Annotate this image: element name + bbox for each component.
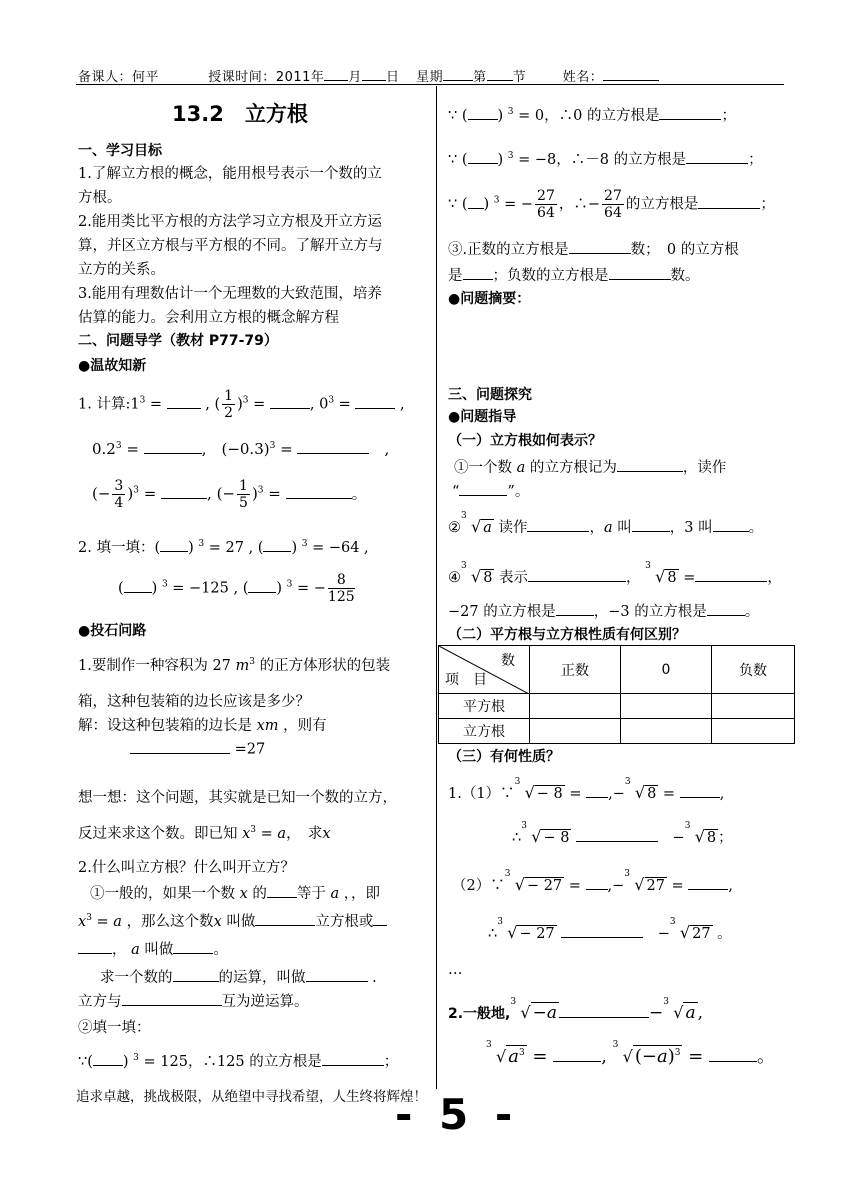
cbrt-27: 3 √ 27 bbox=[624, 869, 665, 894]
year-unit: 年 bbox=[310, 70, 325, 85]
def-3a: 叫做 bbox=[144, 942, 174, 958]
r1-b: ) bbox=[497, 152, 504, 168]
general-blank-2[interactable] bbox=[553, 1043, 601, 1062]
f125-c: = 125，∴125 的立方根是 bbox=[143, 1054, 322, 1070]
r2-c: = − bbox=[504, 196, 534, 213]
footer-motto: 追求卓越，挑战极限，从绝望中寻找希望，人生终将辉煌！ bbox=[76, 1089, 427, 1105]
q2-line: ② 3 √ a 读作 ，a 叫 ，3 叫 。 bbox=[448, 511, 764, 536]
q4-a: 表示 bbox=[499, 570, 529, 586]
general-line-1: 2.一般地, 3 √ −a − 3 √ a , bbox=[448, 997, 703, 1023]
problem-1c bbox=[78, 714, 327, 735]
q2-d: ，3 叫 bbox=[669, 520, 713, 536]
op-line-1: 求一个数的 的运算，叫做 . bbox=[100, 966, 377, 987]
cbrt-neg8-b: 3 √ − 8 bbox=[521, 821, 570, 846]
table-cell[interactable] bbox=[621, 694, 712, 719]
calc-row-2: $0.2^3$ = , $(-0.3)^3$ = , bbox=[92, 440, 390, 458]
goal-2c: 立方的关系。 bbox=[78, 262, 165, 278]
cbrt-a: 3 √ a bbox=[461, 511, 492, 536]
frac-three-quarters: $\frac{3}{4}$ bbox=[114, 478, 124, 511]
q5-c: 。 bbox=[744, 604, 760, 620]
goal-2a: 2.能用类比平方根的方法学习立方根及开立方运 bbox=[78, 214, 382, 230]
def-blank-2[interactable] bbox=[255, 911, 315, 927]
r4-c: 数。 bbox=[670, 268, 700, 284]
r1-a: ∵ ( bbox=[448, 152, 468, 168]
def-line-1: ①一般的，如果一个数 x 的 等于 a ，，即 bbox=[90, 882, 380, 903]
cbrt-8-b: 3 √ 8 bbox=[645, 561, 677, 586]
table-cell[interactable] bbox=[712, 719, 795, 744]
f125-b: ) bbox=[122, 1054, 129, 1070]
f125-a: ∵( bbox=[78, 1054, 93, 1070]
r0-b: ) bbox=[497, 108, 504, 124]
q7-heading: （三）有何性质？ bbox=[448, 749, 560, 765]
general-blank-3[interactable] bbox=[709, 1043, 757, 1062]
calc-blank-6[interactable] bbox=[161, 483, 207, 499]
prop-1-blank-3[interactable] bbox=[576, 827, 658, 843]
prop-2-blank-2[interactable] bbox=[688, 875, 728, 891]
op-2b: 互为逆运算。 bbox=[221, 994, 309, 1010]
goal-2b: 算，并区立方根与平方根的不同。了解开立方与 bbox=[78, 238, 383, 254]
q5-line bbox=[448, 600, 759, 621]
def-2b: 叫做 bbox=[226, 914, 256, 930]
think-1: 想一想：这个问题，其实就是已知一个数的立方， bbox=[78, 790, 397, 806]
month-unit: 月 bbox=[348, 70, 362, 85]
calc-blank-5[interactable] bbox=[297, 438, 369, 454]
q4-line: ④ 3 √ 8 表示 ， 3 √ 8 = ， bbox=[448, 561, 782, 586]
calc-label: 1. 计算: bbox=[78, 396, 131, 413]
fill-blank-1[interactable] bbox=[160, 537, 188, 553]
q2-c: 叫 bbox=[617, 520, 632, 536]
preparer: 备课人：何平 bbox=[78, 70, 160, 85]
q1-blank-2[interactable] bbox=[459, 481, 507, 497]
fill-2-label: ②填一填： bbox=[78, 1020, 151, 1036]
r1-blank-1[interactable] bbox=[468, 149, 498, 165]
column-divider bbox=[436, 86, 437, 1089]
guide-heading: ●问题指导 bbox=[448, 409, 517, 425]
general-line-2: 3 √ $a^3$ = , 3 √ $(-a)^3$ = 。 bbox=[486, 1040, 775, 1067]
prop-2-blank-3[interactable] bbox=[561, 923, 643, 939]
cbrt-27-b: 3 √ 27 bbox=[669, 917, 711, 942]
goal-1a: 1.了解立方根的概念，能用根号表示一个数的立 bbox=[78, 166, 382, 182]
op-1b: 的运算，叫做 bbox=[218, 970, 306, 986]
problem-1d bbox=[130, 738, 265, 758]
calc-blank-2[interactable] bbox=[270, 393, 310, 409]
right-line-2: ∵ ( ) $^3$ = − $\frac{27}{64}$ ，∴− $\frac{27}{64}$ 的立方根是 ； bbox=[448, 188, 775, 221]
header-rule bbox=[76, 84, 784, 85]
def-blank-4[interactable] bbox=[78, 939, 112, 955]
q1-heading: （一）立方根如何表示？ bbox=[448, 433, 602, 449]
fill-row-1: 2. 填一填：( ) $^3$ = 27 , ( ) $^3$ = −64 , bbox=[78, 536, 369, 557]
cbrt-neg-a: 3 √ −a bbox=[510, 997, 557, 1023]
right-line-3 bbox=[448, 238, 739, 259]
def-1c: 等于 bbox=[296, 886, 326, 902]
general-blank-1[interactable] bbox=[559, 1000, 649, 1018]
op-blank-1[interactable] bbox=[173, 967, 219, 983]
goal-1b: 方根。 bbox=[78, 190, 122, 206]
review-heading: ●温故知新 bbox=[78, 358, 147, 374]
def-2a: ，那么这个数 bbox=[126, 914, 214, 930]
q1-blank-1[interactable] bbox=[617, 457, 683, 473]
def-blank-5[interactable] bbox=[173, 939, 213, 955]
table-header-neg: 负数 bbox=[712, 646, 795, 694]
problem-1a: 1.要制作一种容积为 27 $m^3$ 的正方体形状的包装 bbox=[78, 657, 391, 674]
var-xm: xm bbox=[256, 718, 279, 734]
table-corner-cell bbox=[439, 646, 530, 694]
op-2a: 立方与 bbox=[78, 994, 122, 1010]
def-blank-3[interactable] bbox=[373, 911, 387, 927]
table-row-square: 平方根 bbox=[439, 694, 530, 719]
table-cell[interactable] bbox=[621, 719, 712, 744]
section-guide: 二、问题导学（教材 P77-79） bbox=[78, 333, 278, 349]
f125-blank-1[interactable] bbox=[93, 1051, 123, 1067]
prop-1-label: 1.（1）∵ bbox=[448, 786, 515, 802]
frac-27-64-a: $\frac{27}{64}$ bbox=[537, 188, 555, 221]
period-pre: 第 bbox=[473, 70, 487, 85]
r2-blank-1[interactable] bbox=[468, 193, 484, 209]
cbrt-neg27-b: 3 √ − 27 bbox=[497, 917, 555, 942]
frac-half: $\frac{1}{2}$ bbox=[224, 388, 234, 421]
cbrt-a-b: 3 √ a bbox=[663, 997, 696, 1023]
time-label: 授课时间： bbox=[208, 70, 276, 85]
q4-blank-2[interactable] bbox=[695, 567, 767, 583]
r0-a: ∵ ( bbox=[448, 108, 468, 124]
prop-1-blank-2[interactable] bbox=[680, 783, 720, 799]
q1-e: ”。 bbox=[507, 484, 530, 500]
var-x-1: x bbox=[322, 826, 331, 842]
cbrt-neg-a-cubed: 3 √ $(-a)^3$ bbox=[612, 1040, 681, 1067]
table-header-pos: 正数 bbox=[530, 646, 621, 694]
cbrt-8-d: 3 √ 8 bbox=[684, 821, 717, 846]
frac-8-125: $\frac{8}{125}$ bbox=[327, 572, 355, 605]
op-blank-2[interactable] bbox=[306, 967, 368, 983]
cbrt-a-cubed: 3 √ $a^3$ bbox=[486, 1040, 525, 1067]
table-cell[interactable] bbox=[530, 694, 621, 719]
def-1a: ①一般的，如果一个数 bbox=[90, 886, 235, 902]
section-explore: 三、问题探究 bbox=[448, 387, 532, 403]
q6-heading: （二）平方根与立方根性质有何区别？ bbox=[448, 627, 686, 643]
name-label: 姓名： bbox=[562, 70, 604, 85]
problem-1c-text2: ，则有 bbox=[283, 718, 327, 734]
unit-m: m bbox=[235, 658, 250, 674]
r2-e: 的立方根是 bbox=[625, 196, 699, 213]
r1-c: = −8，∴－8 的立方根是 bbox=[518, 152, 687, 168]
table-header-shu: 数 bbox=[501, 653, 515, 669]
header-line bbox=[78, 66, 659, 85]
fill-label: 2. 填一填： bbox=[78, 540, 155, 556]
op-line-2 bbox=[78, 990, 309, 1011]
fill-blank-3[interactable] bbox=[124, 577, 152, 593]
r1-blank-2[interactable] bbox=[686, 149, 748, 165]
cbrt-neg27: 3 √ − 27 bbox=[504, 869, 563, 894]
r3-b: 数； 0 的立方根 bbox=[630, 242, 739, 258]
eq-27: =27 bbox=[234, 741, 266, 758]
r3-blank-1[interactable] bbox=[569, 239, 631, 255]
section-goals: 一、学习目标 bbox=[78, 143, 162, 159]
period-unit: 节 bbox=[512, 70, 527, 85]
summary-heading: ●问题摘要： bbox=[448, 291, 531, 307]
calc-blank-4[interactable] bbox=[144, 438, 202, 454]
calc-blank-3[interactable] bbox=[355, 393, 395, 409]
frac-one-fifth: $\frac{1}{5}$ bbox=[239, 478, 248, 511]
q1-line-a: ①一个数 a 的立方根记为 ，读作 bbox=[454, 456, 726, 477]
q5-a: −27 的立方根是 bbox=[448, 604, 556, 620]
r4-blank-1[interactable] bbox=[463, 265, 493, 281]
q4-blank-1[interactable] bbox=[528, 567, 626, 583]
goal-3a: 3.能用有理数估计一个无理数的大致范围，培养 bbox=[78, 286, 382, 302]
ellipsis: … bbox=[448, 962, 463, 978]
problem-1c-text: 解：设这种包装箱的边长是 bbox=[78, 718, 252, 734]
calc-blank-1[interactable] bbox=[167, 393, 201, 409]
right-line-0: ∵ ( ) $^3$ = 0，∴0 的立方根是 ； bbox=[448, 104, 736, 125]
r0-c: = 0，∴0 的立方根是 bbox=[518, 108, 660, 124]
r4-a: 是 bbox=[448, 268, 463, 284]
q5-blank-1[interactable] bbox=[556, 601, 594, 617]
f125-blank-2[interactable] bbox=[322, 1051, 384, 1067]
fill-blank-2[interactable] bbox=[263, 537, 291, 553]
q4-d: ， bbox=[767, 570, 782, 586]
prop-1-line-b: ∴ 3 √ − 8 − 3 √ 8 ； bbox=[512, 821, 733, 846]
comparison-table bbox=[438, 645, 795, 744]
f125-d: ； bbox=[383, 1054, 399, 1070]
weekday-blank[interactable] bbox=[443, 67, 473, 81]
r2-blank-2[interactable] bbox=[698, 193, 760, 209]
r0-blank-1[interactable] bbox=[468, 105, 498, 121]
q2-blank-2[interactable] bbox=[632, 517, 670, 533]
problem-2: 2.什么叫立方根？什么叫开立方？ bbox=[78, 860, 295, 876]
q1-d: “ bbox=[452, 484, 460, 500]
var-a-1: a bbox=[277, 826, 287, 842]
r2-d: ，∴− bbox=[558, 196, 601, 213]
q1-c: ，读作 bbox=[682, 460, 727, 476]
prop-2-line-b: ∴ 3 √ − 27 − 3 √ 27 。 bbox=[488, 917, 732, 942]
fill-125-line: ∵( ) $^3$ = 125，∴125 的立方根是 ； bbox=[78, 1050, 398, 1071]
fill-blank-4[interactable] bbox=[248, 577, 276, 593]
def-1b: 的 bbox=[252, 886, 267, 902]
page-number: - 5 - bbox=[395, 1090, 519, 1139]
def-line-3: ， a 叫做 。 bbox=[78, 938, 228, 959]
equation-blank[interactable] bbox=[130, 738, 230, 754]
q5-blank-2[interactable] bbox=[707, 601, 745, 617]
problem-1b: 箱，这种包装箱的边长应该是多少？ bbox=[78, 694, 310, 710]
calc-row-3: (− $\frac{3}{4}$ )$^3$ = , (− $\frac{1}{5}$ )$^3$ = 。 bbox=[92, 478, 367, 511]
explore-heading: ●投石问路 bbox=[78, 623, 147, 639]
fill-row-2: ( ) $^3$ = −125 , ( ) $^3$ = − $\frac{8}{125}$ bbox=[118, 572, 355, 605]
table-row-cube: 立方根 bbox=[439, 719, 530, 744]
cbrt-8-a: 3 √ 8 bbox=[461, 561, 493, 586]
weekday-label: 星期 bbox=[416, 70, 444, 85]
q1-a: ①一个数 bbox=[454, 460, 512, 476]
r3-a: ③.正数的立方根是 bbox=[448, 242, 569, 258]
name-blank[interactable] bbox=[603, 67, 659, 81]
think-2-text2: 求 bbox=[307, 826, 323, 842]
problem-1a-text2: 的正方体形状的包装 bbox=[259, 658, 391, 674]
general-label: 2.一般地, bbox=[448, 1006, 511, 1022]
q2-e: 。 bbox=[748, 520, 764, 536]
page-title: 13.2 立方根 bbox=[172, 102, 308, 126]
table-cell[interactable] bbox=[530, 719, 621, 744]
q2-b: ， bbox=[589, 520, 604, 536]
goal-3b: 估算的能力。会利用立方根的概念解方程 bbox=[78, 310, 339, 326]
r4-b: ；负数的立方根是 bbox=[492, 268, 609, 284]
q4-b: ， bbox=[626, 570, 641, 586]
day-blank[interactable] bbox=[362, 67, 386, 81]
calc-row-1: 1. 计算$:1^3$ = , ( $\frac{1}{2}$ )$^3$ = , $0^3$ = , bbox=[78, 388, 405, 421]
op-1a: 求一个数的 bbox=[100, 970, 173, 986]
q2-blank-1[interactable] bbox=[527, 517, 589, 533]
def-2c: 立方根或 bbox=[315, 914, 374, 930]
q5-b: ，−3 的立方根是 bbox=[593, 604, 707, 620]
think-2-text: 反过来求这个数。即已知 bbox=[78, 826, 238, 842]
q1-b: 的立方根记为 bbox=[529, 460, 617, 476]
problem-1a-text: 1.要制作一种容积为 27 bbox=[78, 658, 231, 674]
right-line-4 bbox=[448, 264, 700, 285]
prop-1-blank-1[interactable] bbox=[586, 783, 608, 799]
prop-2-label: （2）∵ bbox=[452, 878, 505, 894]
def-1d: ，即 bbox=[351, 886, 381, 902]
def-line-2: $x^3 = a$ ，那么这个数x 叫做 立方根或 bbox=[78, 910, 387, 931]
q2-a: 读作 bbox=[498, 520, 528, 536]
prop-2-line-a: （2）∵ 3 √ − 27 = ,− 3 √ 27 = , bbox=[452, 869, 733, 894]
therefore-1: ∴ bbox=[512, 830, 522, 846]
q2-blank-3[interactable] bbox=[713, 517, 749, 533]
op-blank-3[interactable] bbox=[122, 991, 222, 1007]
table-header-zero: 0 bbox=[621, 646, 712, 694]
prop-1-line-a: 1.（1）∵ 3 √ − 8 = ,− 3 √ 8 = , bbox=[448, 777, 725, 802]
think-2: 反过来求这个数。即已知 $x^3 = a$， 求x bbox=[78, 825, 331, 842]
day-unit: 日 bbox=[385, 70, 400, 85]
right-line-1: ∵ ( ) $^3$ = −8，∴－8 的立方根是 ； bbox=[448, 148, 763, 169]
cbrt-8-c: 3 √ 8 bbox=[624, 777, 657, 802]
r4-blank-2[interactable] bbox=[609, 265, 671, 281]
prop-2-blank-1[interactable] bbox=[586, 875, 608, 891]
q4-c: = bbox=[683, 570, 696, 586]
def-blank-1[interactable] bbox=[267, 883, 297, 899]
table-cell[interactable] bbox=[712, 694, 795, 719]
q1-line-b bbox=[452, 480, 529, 501]
calc-blank-7[interactable] bbox=[286, 483, 352, 499]
month-blank[interactable] bbox=[324, 67, 348, 81]
period-blank[interactable] bbox=[487, 67, 513, 81]
table-header-xm: 项 目 bbox=[445, 672, 487, 688]
cbrt-neg8: 3 √ − 8 bbox=[514, 777, 563, 802]
year-value: 2011 bbox=[275, 70, 311, 85]
r0-blank-2[interactable] bbox=[659, 105, 721, 121]
frac-27-64-b: $\frac{27}{64}$ bbox=[604, 188, 622, 221]
